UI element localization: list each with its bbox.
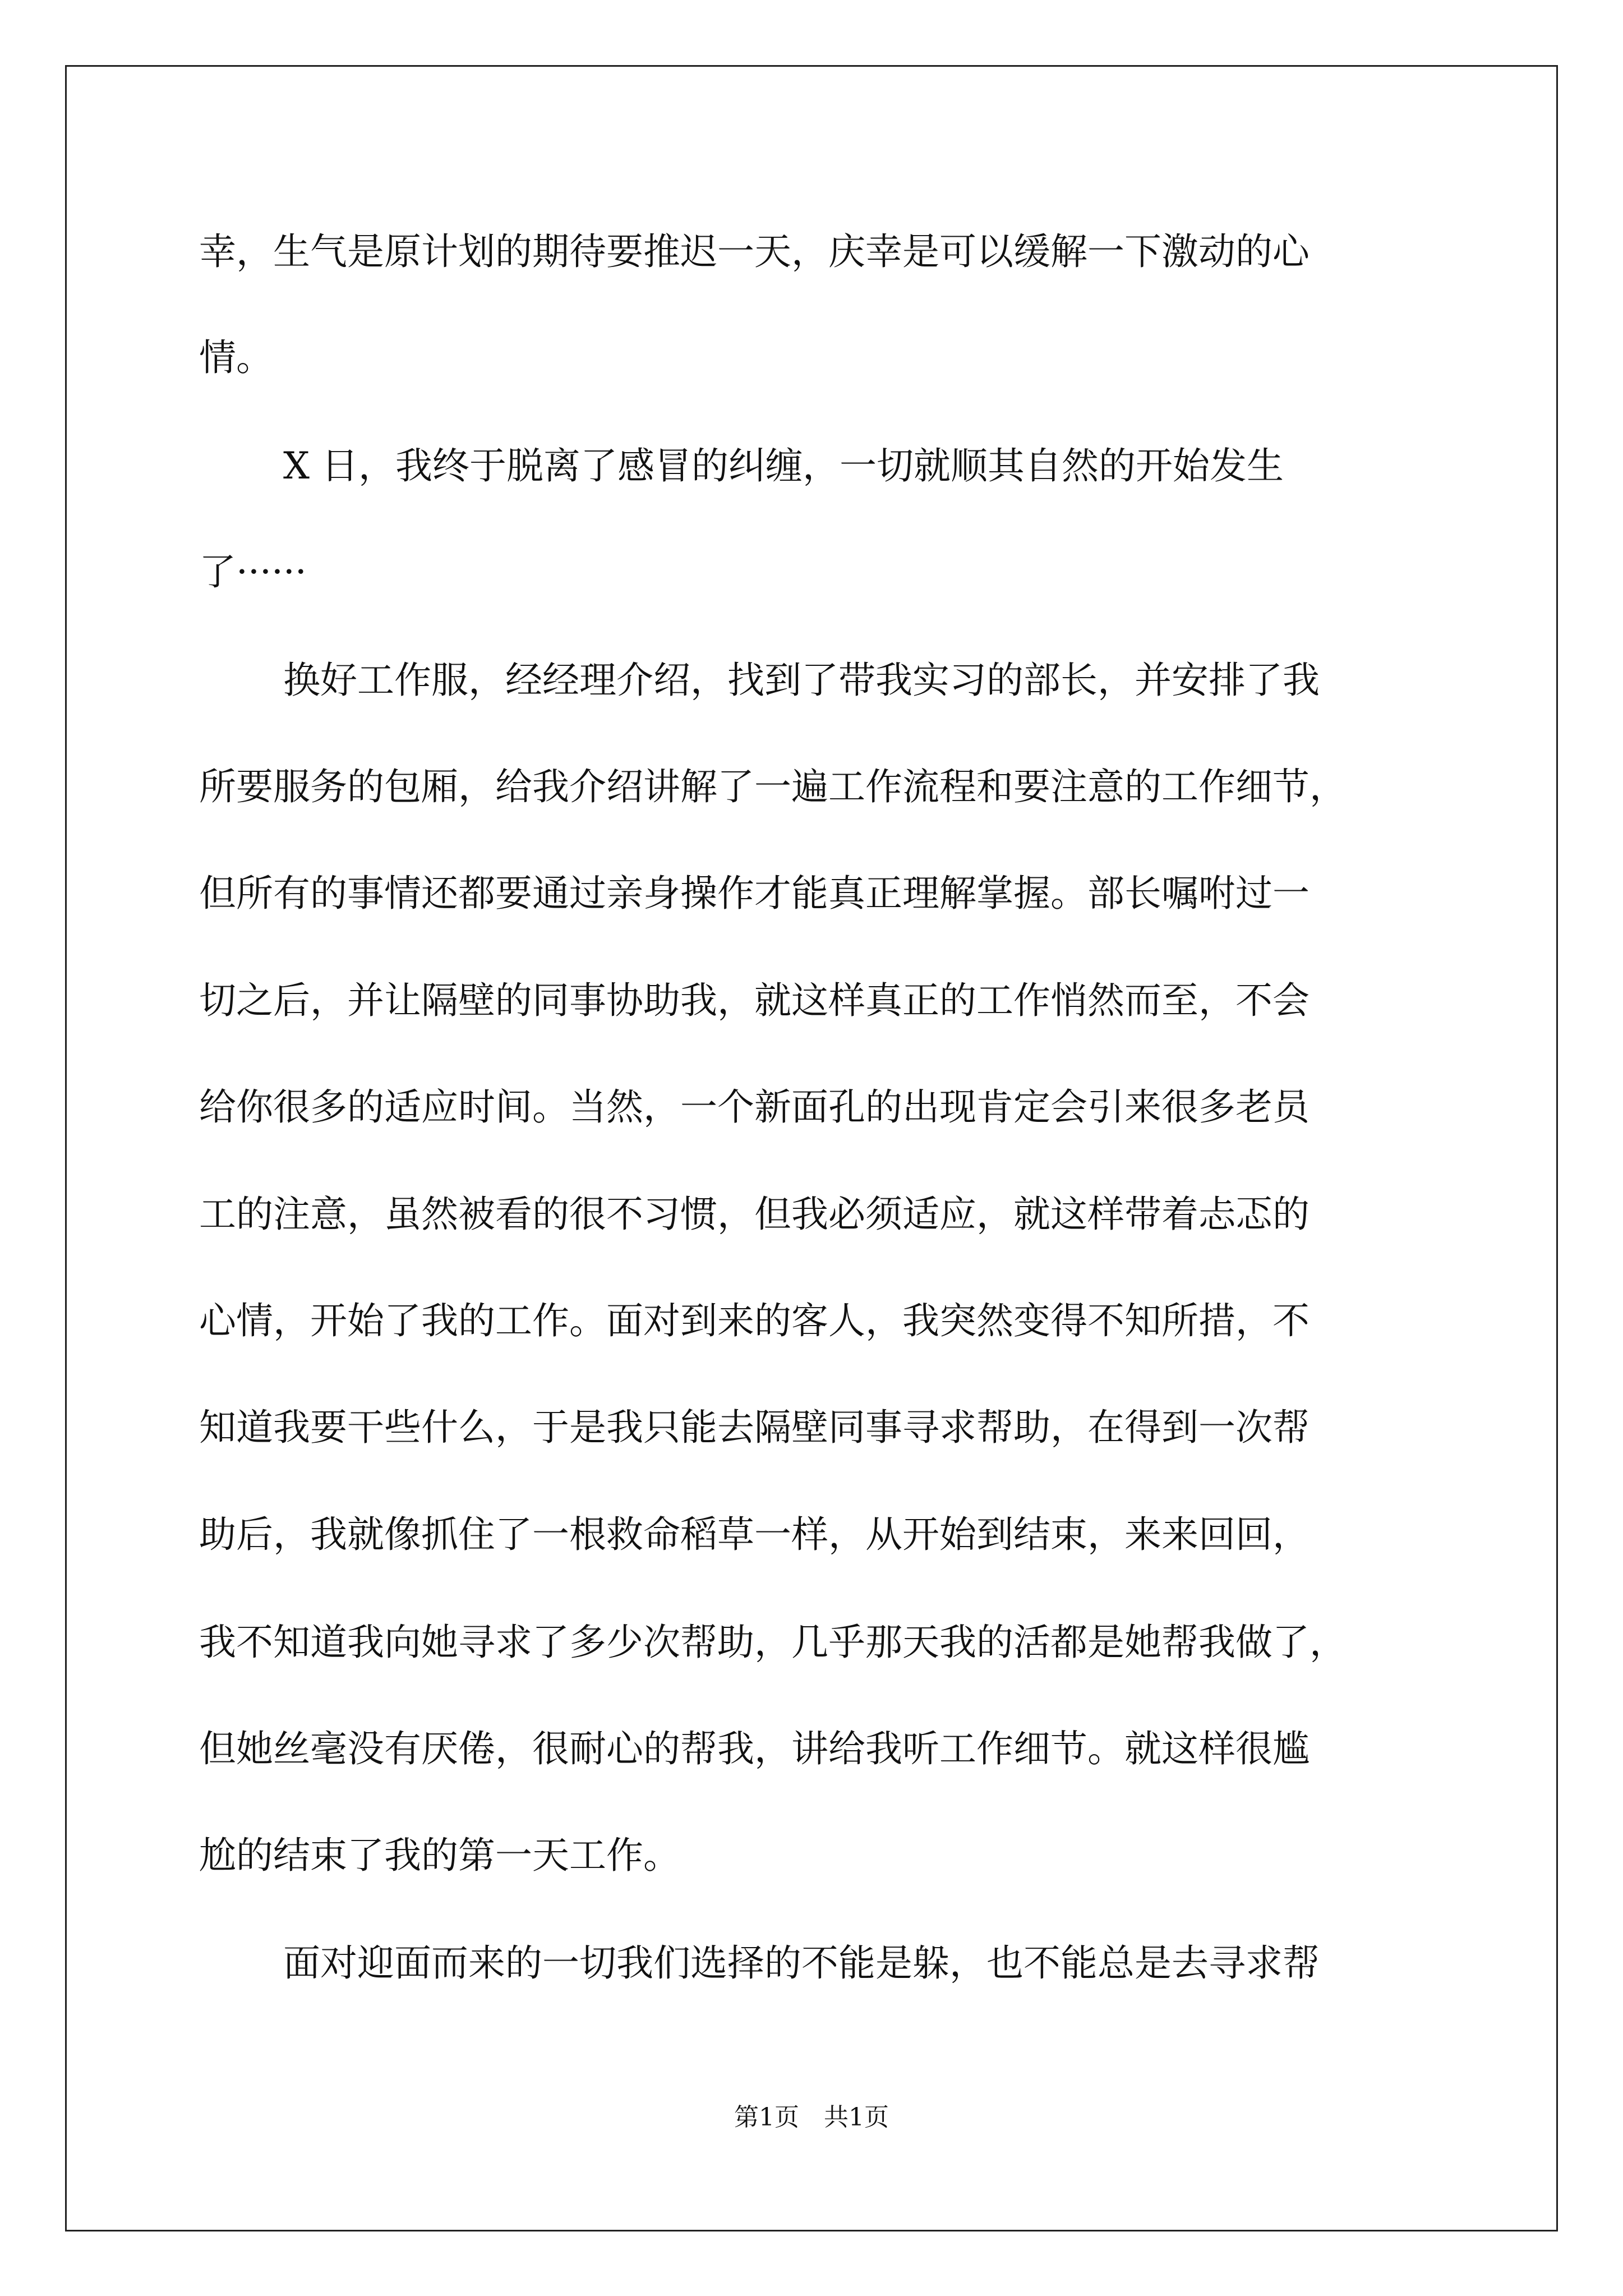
text-line: 但所有的事情还都要通过亲身操作才能真正理解掌握。部长嘱咐过一 (199, 872, 1310, 915)
text-line: 面对迎面而来的一切我们选择的不能是躲，也不能总是去寻求帮 (283, 1941, 1320, 1985)
page-border (65, 65, 1558, 2231)
text-line: X 日，我终于脱离了感冒的纠缠，一切就顺其自然的开始发生 (283, 444, 1284, 487)
text-line: 尬的结束了我的第一天工作。 (199, 1834, 680, 1877)
text-line: 我不知道我向她寻求了多少次帮助，几乎那天我的活都是她帮我做了， (199, 1621, 1347, 1664)
text-line: 助后，我就像抓住了一根救命稻草一样，从开始到结束，来来回回， (199, 1513, 1310, 1556)
text-line: 换好工作服，经经理介绍，找到了带我实习的部长，并安排了我 (283, 659, 1320, 702)
page-number-footer: 第1页 共1页 (734, 2103, 889, 2132)
text-line: 切之后，并让隔壁的同事协助我，就这样真正的工作悄然而至，不会 (199, 979, 1310, 1022)
text-line: 情。 (199, 336, 273, 379)
text-line: 但她丝毫没有厌倦，很耐心的帮我，讲给我听工作细节。就这样很尴 (199, 1727, 1310, 1770)
text-line: 幸，生气是原计划的期待要推迟一天，庆幸是可以缓解一下激动的心 (199, 230, 1310, 273)
text-line: 心情，开始了我的工作。面对到来的客人，我突然变得不知所措，不 (199, 1299, 1310, 1342)
text-line: 所要服务的包厢，给我介绍讲解了一遍工作流程和要注意的工作细节， (199, 765, 1347, 808)
text-line: 工的注意，虽然被看的很不习惯，但我必须适应，就这样带着忐忑的 (199, 1193, 1310, 1236)
text-line: 给你很多的适应时间。当然，一个新面孔的出现肯定会引来很多老员 (199, 1085, 1310, 1129)
text-line: 知道我要干些什么，于是我只能去隔壁同事寻求帮助，在得到一次帮 (199, 1406, 1310, 1449)
text-line: 了······ (199, 550, 307, 593)
